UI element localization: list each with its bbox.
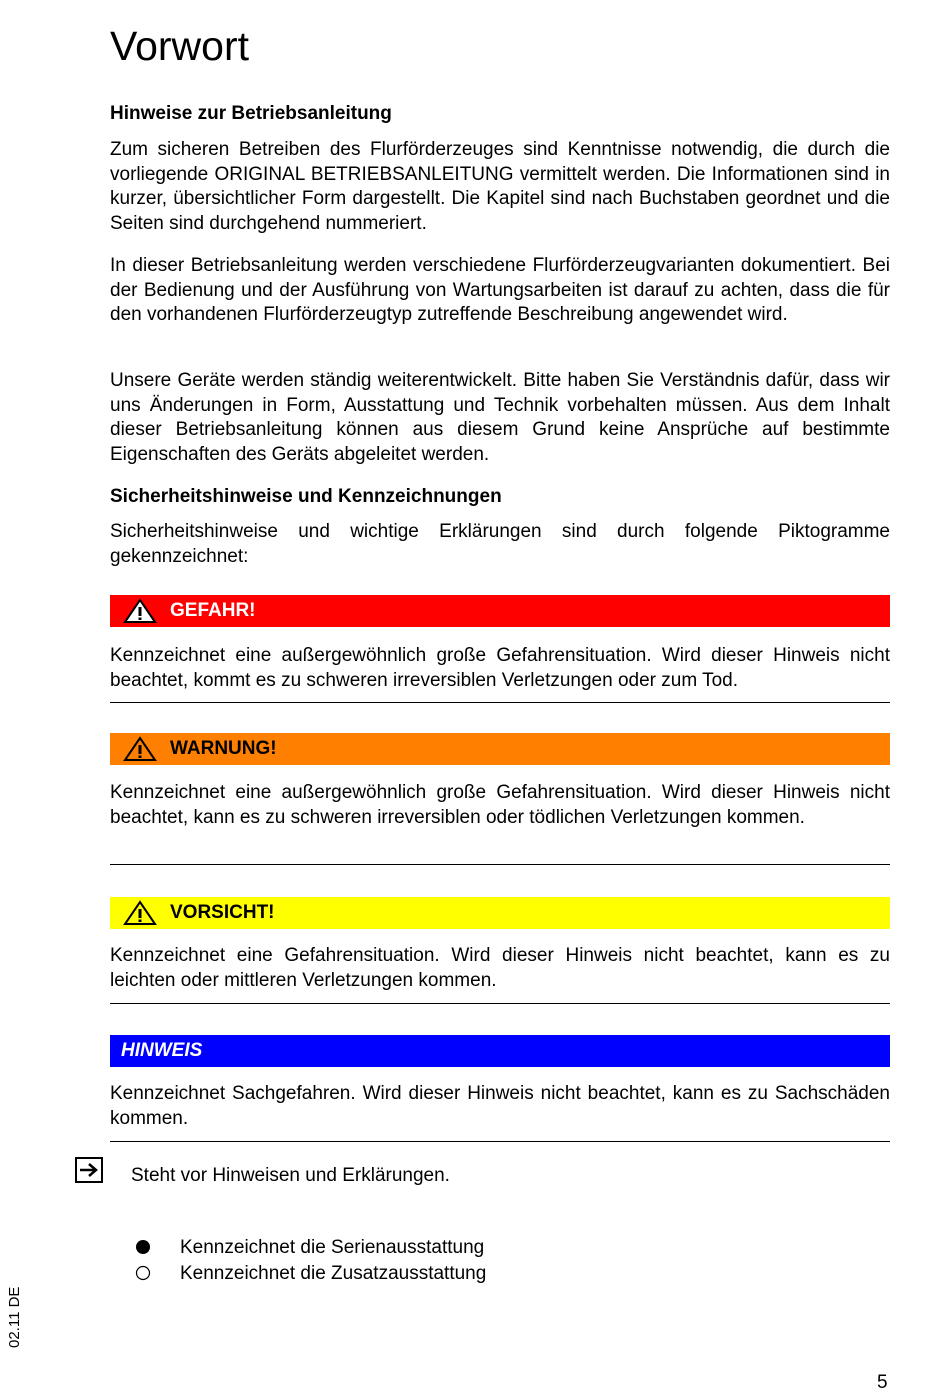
empty-circle-icon	[135, 1265, 151, 1286]
warning-label: WARNUNG!	[170, 738, 277, 759]
paragraph-variants: In dieser Betriebsanleitung werden verschiedene Flurförderzeugvarianten dokumentiert. Bei der Bedienung und der Ausführung von Wartungsarbeiten ist darauf zu achten, dass die für den vorhandenen Flurförderzeugtyp zutreffende Beschreibung angewendet wird.	[110, 255, 890, 325]
danger-banner	[110, 595, 890, 627]
paragraph-intro: Zum sicheren Betreiben des Flurförderzeuges sind Kenntnisse notwendig, die durch die vorliegende ORIGINAL BETRIEBSANLEITUNG vermittelt werden. Die Informationen sind in kurzer, übersichtlicher Form dargestellt. Die Kapitel sind nach Buchstaben geordnet und die Seiten sind durchgehend nummeriert.	[110, 139, 890, 234]
divider	[110, 864, 890, 865]
notice-text: Kennzeichnet Sachgefahren. Wird dieser Hinweis nicht beachtet, kann es zu Sachschäden kommen.	[110, 1083, 890, 1129]
legend-standard-equipment: Kennzeichnet die Serienausstattung	[180, 1237, 485, 1258]
warning-banner	[110, 733, 890, 765]
paragraph-development: Unsere Geräte werden ständig weiterentwickelt. Bitte haben Sie Verständnis dafür, dass wir uns Änderungen in Form, Ausstattung und Technik vorbehalten müssen. Aus dem Inhalt dieser Betriebsanleitung können aus diesem Grund keine Ansprüche auf bestimmte Eigenschaften des Geräts abgeleitet werden.	[110, 370, 890, 465]
legend-optional-equipment: Kennzeichnet die Zusatzausstattung	[180, 1263, 487, 1284]
section-heading-safety: Sicherheitshinweise und Kennzeichnungen	[110, 486, 502, 507]
section-heading-operating-manual: Hinweise zur Betriebsanleitung	[110, 103, 392, 124]
divider	[110, 1141, 890, 1142]
divider	[110, 702, 890, 703]
divider	[110, 1003, 890, 1004]
caution-banner	[110, 897, 890, 929]
page-title: Vorwort	[110, 23, 249, 69]
caution-label: VORSICHT!	[170, 902, 275, 923]
arrow-right-box-icon	[75, 1157, 103, 1188]
notice-banner	[110, 1035, 890, 1067]
warning-triangle-icon	[116, 598, 164, 624]
page-number: 5	[877, 1372, 888, 1393]
notice-label: HINWEIS	[121, 1040, 203, 1061]
paragraph-safety-intro: Sicherheitshinweise und wichtige Erklärungen sind durch folgende Piktogramme gekennzeichnet:	[110, 521, 890, 567]
warning-triangle-icon	[116, 900, 164, 926]
caution-text: Kennzeichnet eine Gefahrensituation. Wird dieser Hinweis nicht beachtet, kann es zu leichten oder mittleren Verletzungen kommen.	[110, 945, 890, 991]
edition-code: 02.11 DE	[6, 1286, 23, 1348]
danger-text: Kennzeichnet eine außergewöhnlich große Gefahrensituation. Wird dieser Hinweis nicht beachtet, kommt es zu schweren irreversiblen Verletzungen oder zum Tod.	[110, 645, 890, 691]
arrow-note-text: Steht vor Hinweisen und Erklärungen.	[131, 1165, 450, 1186]
warning-text: Kennzeichnet eine außergewöhnlich große Gefahrensituation. Wird dieser Hinweis nicht beachtet, kann es zu schweren irreversiblen oder tödlichen Verletzungen kommen.	[110, 782, 890, 828]
warning-triangle-icon	[116, 736, 164, 762]
danger-label: GEFAHR!	[170, 600, 256, 621]
filled-circle-icon	[135, 1239, 151, 1260]
